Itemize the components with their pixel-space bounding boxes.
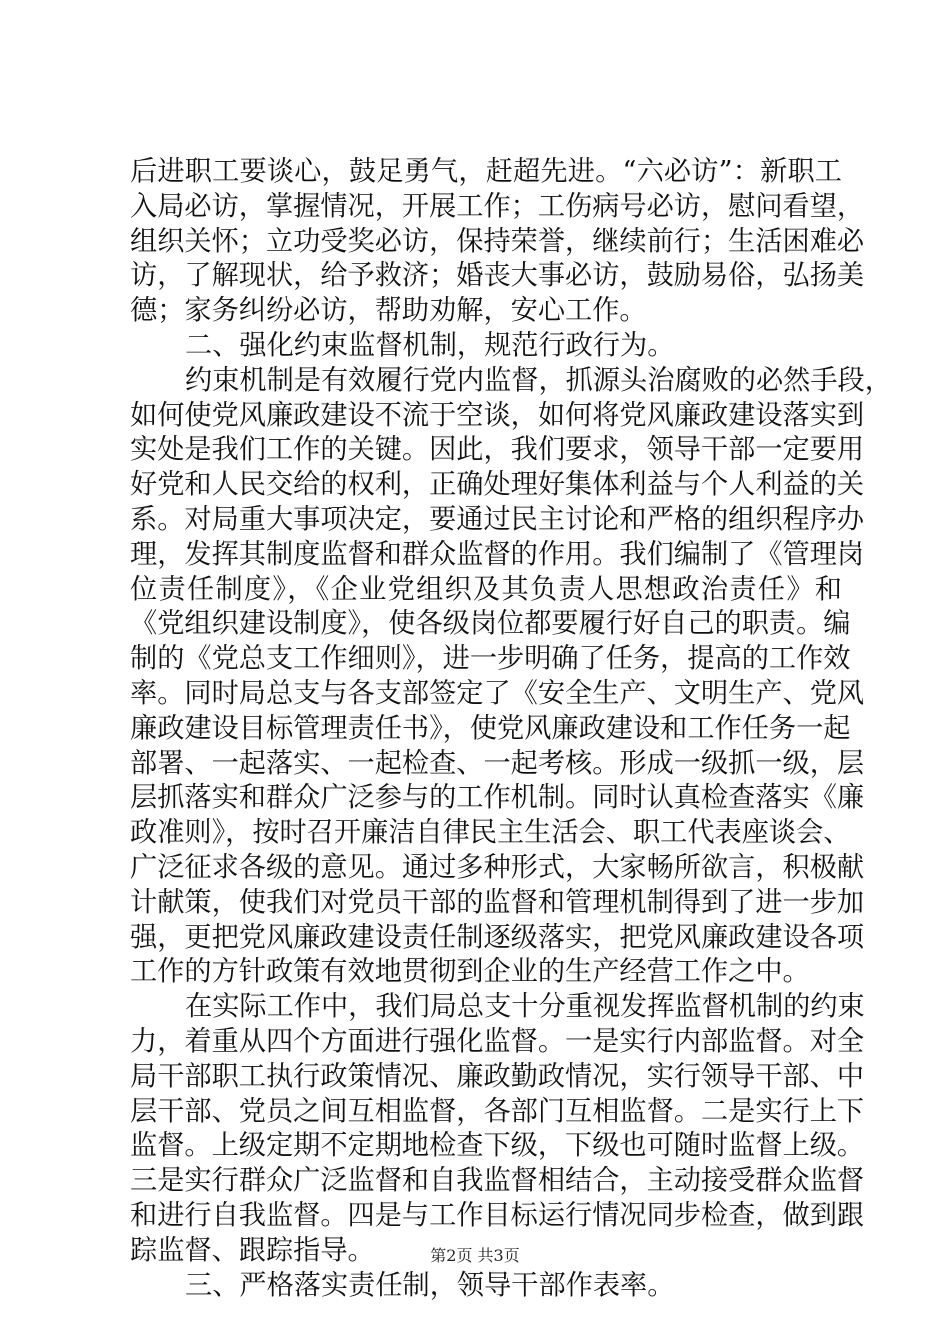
text-line: 二、强化约束监督机制，规范行政行为。 — [185, 329, 675, 361]
text-line: 后进职工要谈心，鼓足勇气，赶超先进。“六必访”：新职工 — [130, 156, 842, 187]
text-line: 计献策，使我们对党员干部的监督和管理机制得到了进一步加 — [130, 886, 865, 918]
text-line: 廉政建设目标管理责任书》，使党风廉政建设和工作任务一起 — [130, 712, 851, 744]
text-line: 三是实行群众广泛监督和自我监督相结合，主动接受群众监督 — [130, 1165, 865, 1197]
text-line: 实处是我们工作的关键。因此，我们要求，领导干部一定要用 — [130, 434, 865, 466]
text-line: 部署、一起落实、一起检查、一起考核。形成一级抓一级，层 — [130, 747, 865, 779]
page-footer: 第2页 共3页 — [430, 1246, 520, 1265]
document-body — [130, 155, 892, 1303]
text-line: 层抓落实和群众广泛参与的工作机制。同时认真检查落实《廉 — [130, 782, 865, 814]
text-line: 局干部职工执行政策情况、廉政勤政情况，实行领导干部、中 — [130, 1060, 865, 1092]
text-line: 德；家务纠纷必访，帮助劝解，安心工作。 — [130, 295, 647, 327]
paragraph — [130, 1269, 842, 1304]
text-line: 层干部、党员之间互相监督，各部门互相监督。二是实行上下 — [130, 1095, 865, 1127]
text-line: 《党组织建设制度》，使各级岗位都要履行好自己的职责。编 — [130, 608, 851, 640]
text-line: 三、严格落实责任制，领导干部作表率。 — [185, 1269, 675, 1301]
text-line: 力，着重从四个方面进行强化监督。一是实行内部监督。对全 — [130, 1025, 865, 1057]
text-line: 访，了解现状，给予救济；婚丧大事必访，鼓励易俗，弘扬美 — [130, 260, 865, 292]
text-line: 广泛征求各级的意见。通过多种形式，大家畅所欲言，积极献 — [130, 851, 865, 883]
text-line: 踪监督、跟踪指导。 — [130, 1234, 375, 1266]
text-line: 理，发挥其制度监督和群众监督的作用。我们编制了《管理岗 — [130, 538, 865, 570]
paragraph — [130, 364, 892, 990]
text-line: 系。对局重大事项决定，要通过民主讨论和严格的组织程序办 — [130, 503, 865, 535]
text-line: 如何使党风廉政建设不流于空谈，如何将党风廉政建设落实到 — [130, 399, 865, 431]
text-line: 制的《党总支工作细则》，进一步明确了任务，提高的工作效 — [130, 643, 851, 675]
paragraph — [130, 155, 865, 329]
text-line: 位责任制度》，《企业党组织及其负责人思想政治责任》和 — [130, 573, 842, 605]
text-line: 好党和人民交给的权利，正确处理好集体利益与个人利益的关 — [130, 469, 865, 501]
text-line: 和进行自我监督。四是与工作目标运行情况同步检查，做到跟 — [130, 1199, 865, 1231]
text-line: 约束机制是有效履行党内监督，抓源头治腐败的必然手段， — [185, 364, 892, 396]
text-line: 在实际工作中，我们局总支十分重视发挥监督机制的约束 — [185, 991, 865, 1023]
paragraph — [130, 990, 865, 1268]
text-line: 强，更把党风廉政建设责任制逐级落实，把党风廉政建设各项 — [130, 921, 865, 953]
text-line: 率。同时局总支与各支部签定了《安全生产、文明生产、党风 — [130, 677, 865, 709]
text-line: 入局必访，掌握情况，开展工作；工伤病号必访，慰问看望， — [130, 190, 865, 222]
text-line: 监督。上级定期不定期地检查下级，下级也可随时监督上级。 — [130, 1130, 865, 1162]
paragraph — [130, 329, 842, 364]
text-line: 组织关怀；立功受奖必访，保持荣誉，继续前行；生活困难必 — [130, 225, 865, 257]
text-line: 政准则》，按时召开廉洁自律民主生活会、职工代表座谈会、 — [130, 817, 851, 849]
text-line: 工作的方针政策有效地贯彻到企业的生产经营工作之中。 — [130, 956, 810, 988]
